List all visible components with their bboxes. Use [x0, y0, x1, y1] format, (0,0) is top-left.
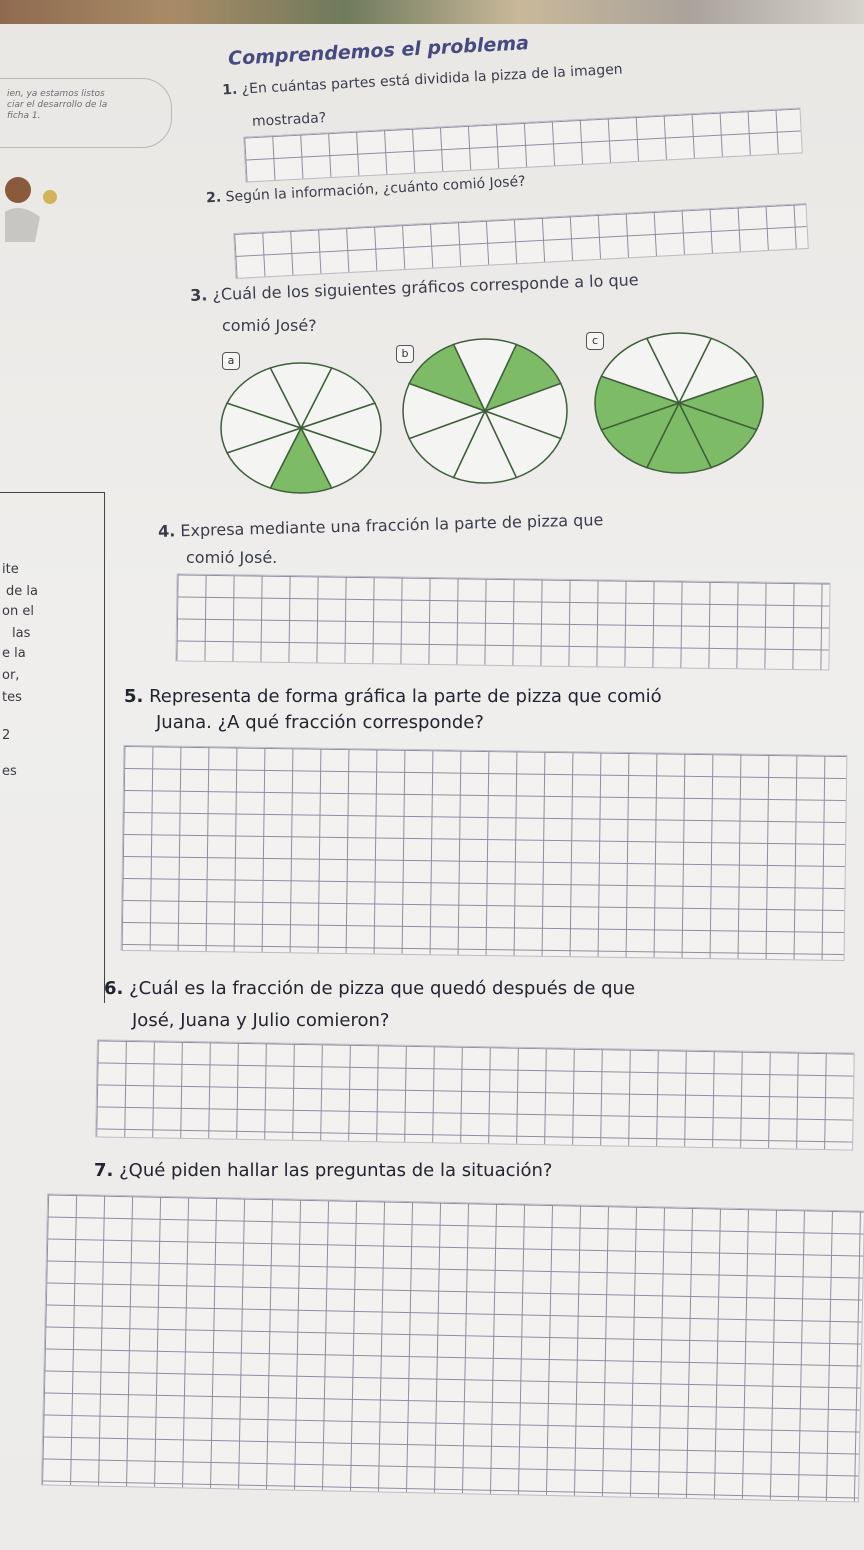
answer-grid-2[interactable] [233, 203, 809, 279]
question-3-cont: comió José? [222, 316, 317, 335]
question-number: 2. [205, 189, 222, 207]
margin-word: 2 [2, 728, 11, 743]
question-text: Según la información, ¿cuánto comió José? [225, 173, 526, 206]
question-6 [104, 978, 635, 999]
answer-grid-4[interactable] [175, 573, 830, 670]
character-illustration [0, 172, 60, 242]
section-title: Comprendemos el problema [227, 32, 530, 70]
question-text: Representa de forma gráfica la parte de pizza que comió [149, 686, 662, 707]
question-7 [94, 1160, 552, 1181]
margin-word: las [12, 626, 31, 641]
question-5 [124, 686, 662, 707]
answer-grid-1[interactable] [243, 107, 803, 182]
speech-bubble [0, 78, 172, 148]
option-a-label: a [222, 352, 240, 370]
question-number: 7. [94, 1160, 114, 1181]
answer-grid-6[interactable] [95, 1039, 855, 1150]
question-1-cont: mostrada? [251, 110, 327, 130]
question-4-cont: comió José. [186, 548, 278, 567]
answer-grid-5[interactable] [121, 745, 848, 961]
margin-word: es [2, 764, 17, 779]
bubble-line: ien, ya estamos listos [7, 89, 105, 99]
question-text: ¿Cuál de los siguientes gráficos corresponde a lo que [212, 270, 639, 305]
option-b-label: b [396, 345, 414, 363]
top-photo-strip [0, 0, 864, 24]
margin-word: e la [2, 646, 26, 661]
question-text: ¿Cuál es la fracción de pizza que quedó después de que [129, 978, 636, 999]
bubble-line: ciar el desarrollo de la [7, 100, 108, 110]
question-number: 3. [189, 285, 208, 305]
question-number: 6. [104, 978, 124, 999]
question-text: Expresa mediante una fracción la parte de pizza que [180, 510, 604, 541]
pizza-option-b[interactable] [400, 336, 570, 486]
margin-word: on el [2, 604, 34, 619]
question-text: ¿En cuántas partes está dividida la pizza de la imagen [241, 61, 624, 98]
margin-word: ite [2, 562, 19, 577]
question-number: 5. [124, 686, 144, 707]
question-5-cont: Juana. ¿A qué fracción corresponde? [156, 712, 484, 733]
question-6-cont: José, Juana y Julio comieron? [132, 1010, 390, 1031]
margin-word: or, [2, 668, 20, 683]
question-text: ¿Qué piden hallar las preguntas de la situación? [119, 1160, 553, 1181]
question-4 [158, 510, 604, 541]
answer-grid-7[interactable] [41, 1193, 864, 1502]
margin-word: de la [6, 584, 38, 599]
question-number: 1. [221, 81, 238, 99]
question-number: 4. [157, 521, 176, 541]
bubble-line: ficha 1. [7, 111, 41, 121]
pizza-option-a[interactable] [218, 360, 384, 496]
option-c-label: c [586, 332, 604, 350]
pizza-option-c[interactable] [592, 330, 766, 476]
margin-word: tes [2, 690, 22, 705]
